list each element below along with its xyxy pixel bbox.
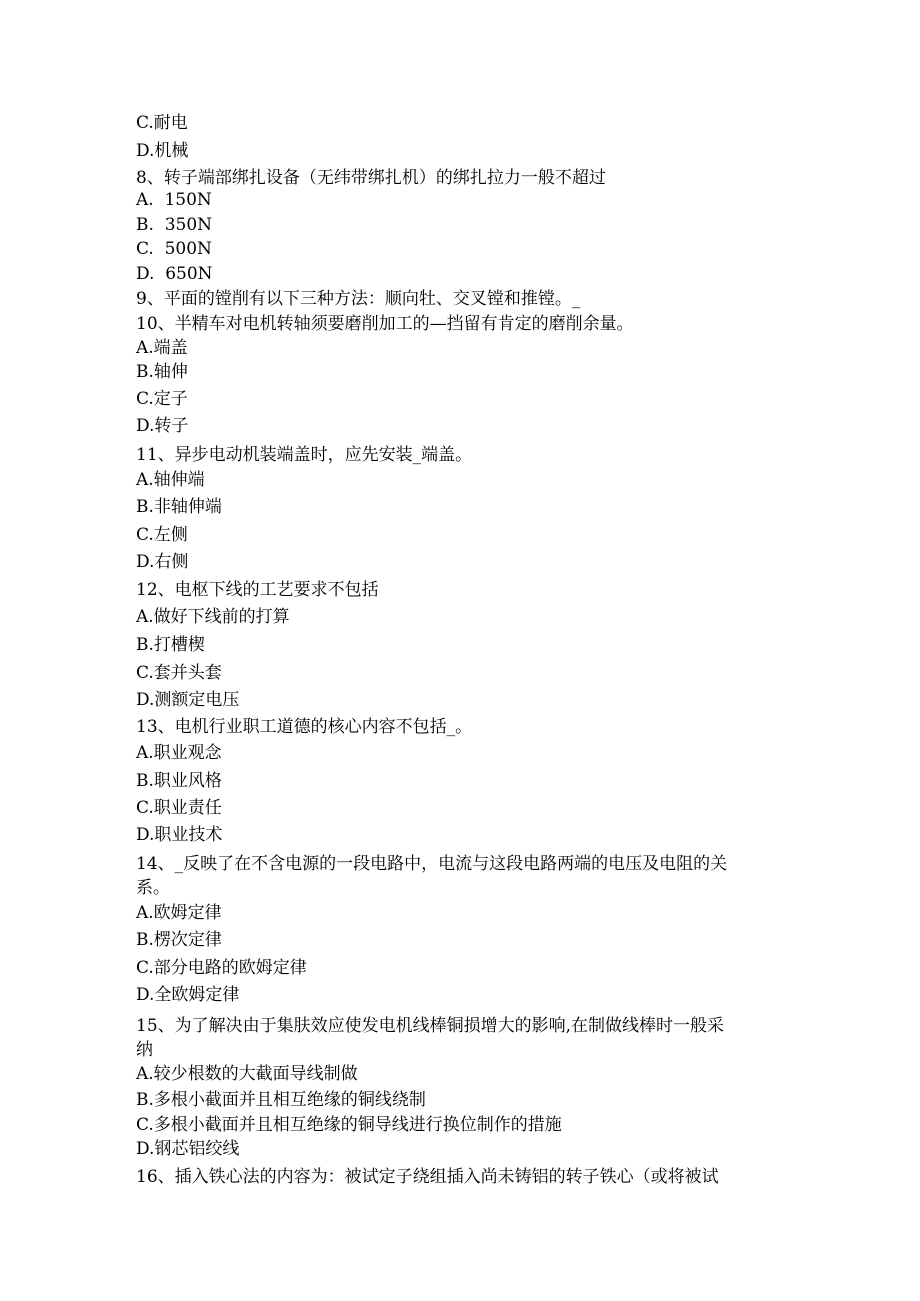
option-d: D.右侧 [136,552,189,572]
question-text: 9、平面的镗削有以下三种方法：顺向牡、交叉镗和推镗。_ [136,289,581,309]
question-text: 12、电枢下线的工艺要求不包括 [136,580,379,600]
question-text: 8、转子端部绑扎设备（无纬带绑扎机）的绑扎拉力一般不超过 [136,168,606,188]
option-a: A.职业观念 [136,743,222,763]
text-line: C.耐电 [136,113,188,133]
option-d: D.职业技术 [136,825,223,845]
option-a: A. 150N [136,190,212,210]
text-line: D.机械 [136,141,189,161]
question-text: 16、插入铁心法的内容为：被试定子绕组插入尚未铸铝的转子铁心（或将被试 [136,1167,719,1187]
option-d: D. 650N [136,264,213,284]
option-b: B.轴伸 [136,362,188,382]
option-c: C.定子 [136,389,188,409]
option-b: B.非轴伸端 [136,497,222,517]
option-c: C.套并头套 [136,663,222,683]
option-c: C.多根小截面并且相互绝缘的铜导线进行换位制作的措施 [136,1115,562,1135]
option-b: B.职业风格 [136,771,222,791]
option-a: A.轴伸端 [136,470,205,490]
option-c: C. 500N [136,239,212,259]
option-d: D.钢芯铝绞线 [136,1139,240,1159]
question-text: 14、_反映了在不含电源的一段电路中，电流与这段电路两端的电压及电阻的关 [136,854,728,874]
option-b: B.多根小截面并且相互绝缘的铜线绕制 [136,1090,426,1110]
option-b: B.打槽楔 [136,635,205,655]
option-b: B. 350N [136,215,213,235]
question-text: 15、为了解决由于集肤效应使发电机线棒铜损增大的影响,在制做线棒时一般采 [136,1016,725,1036]
option-a: A.端盖 [136,338,188,358]
option-d: D.转子 [136,416,189,436]
option-a: A.较少根数的大截面导线制做 [136,1064,358,1084]
question-text-continued: 纳 [136,1040,153,1060]
option-d: D.全欧姆定律 [136,985,240,1005]
option-c: C.左侧 [136,525,188,545]
option-c: C.职业责任 [136,798,222,818]
option-a: A.做好下线前的打算 [136,607,290,627]
question-text-continued: 系。 [136,878,170,898]
question-text: 13、电机行业职工道德的核心内容不包括_。 [136,717,473,737]
question-text: 11、异步电动机装端盖时，应先安装_端盖。 [136,445,473,465]
option-c: C.部分电路的欧姆定律 [136,958,307,978]
option-b: B.楞次定律 [136,930,222,950]
option-a: A.欧姆定律 [136,903,222,923]
option-d: D.测额定电压 [136,690,240,710]
question-text: 10、半精车对电机转轴须要磨削加工的—挡留有肯定的磨削余量。 [136,314,634,334]
